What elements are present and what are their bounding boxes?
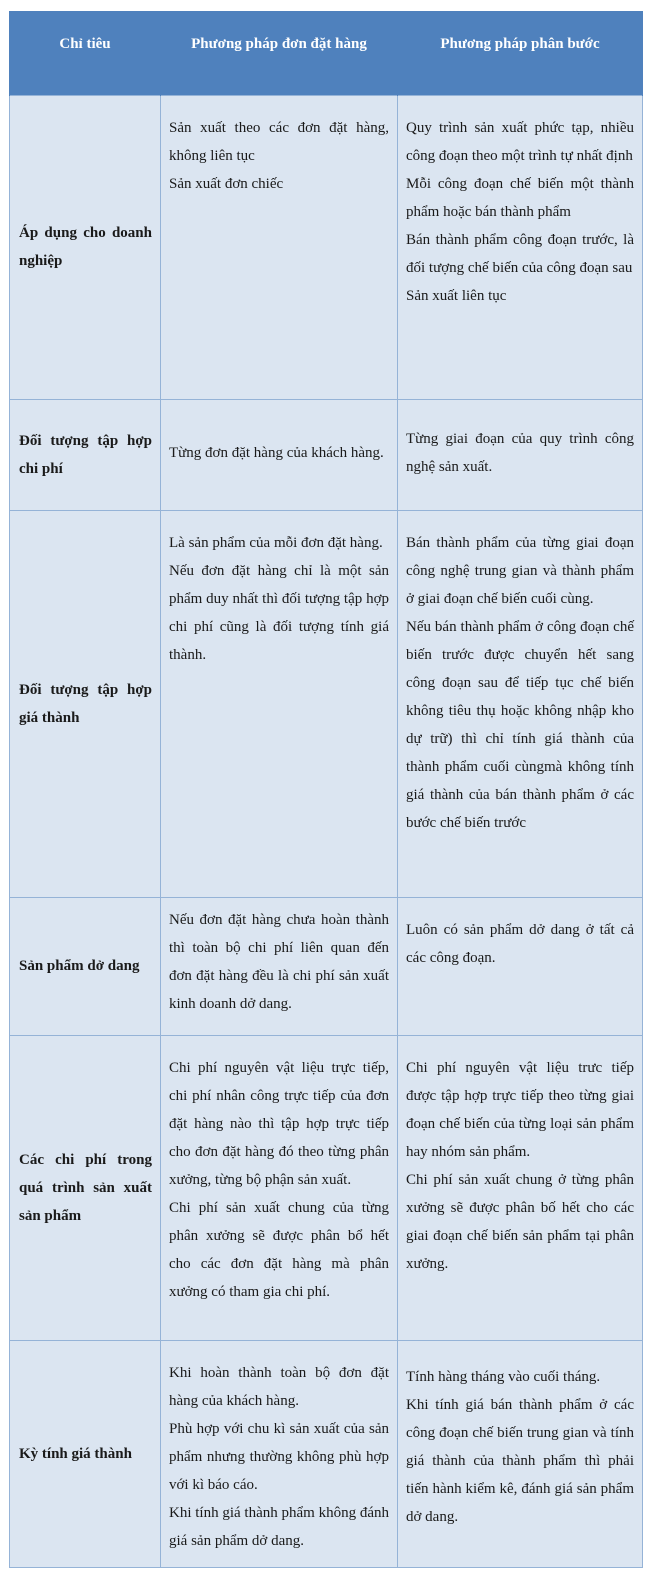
cell-line: Khi tính giá thành phẩm không đánh giá sản phẩm dở dang. bbox=[169, 1504, 389, 1549]
cell-line: Phù hợp với chu kì sản xuất của sản phẩm nhưng thường không phù hợp với kì báo cáo. bbox=[169, 1420, 389, 1493]
criterion-cell: Đối tượng tập hợp chi phí bbox=[10, 399, 161, 510]
step-method-cell bbox=[398, 897, 643, 1035]
cell-line: Mỗi công đoạn chế biến một thành phẩm hoặc bán thành phẩm bbox=[406, 175, 634, 220]
cell-line: Quy trình sản xuất phức tạp, nhiều công đoạn theo một trình tự nhất định bbox=[406, 119, 634, 164]
table-row bbox=[10, 510, 643, 897]
step-method-cell bbox=[398, 399, 643, 510]
cell-line: Tính hàng tháng vào cuối tháng. bbox=[406, 1368, 601, 1385]
table-row bbox=[10, 897, 643, 1035]
order-method-cell bbox=[161, 399, 398, 510]
cell-line: Nếu bán thành phẩm ở công đoạn chế biến trước được chuyển hết sang công đoạn sau để tiếp tục chế biến không tiêu thụ hoặc không nhập kho dự trữ) thì chỉ tính giá thành của thành phẩm cuối cùngmà không tính giá thành của bán thành phẩm ở các bước chế biến trước bbox=[406, 618, 634, 831]
cell-line: Sản xuất đơn chiếc bbox=[169, 175, 284, 192]
cell-line: Nếu đơn đặt hàng chỉ là một sản phẩm duy nhất thì đối tượng tập hợp chi phí cũng là đối tượng tính giá thành. bbox=[169, 562, 389, 663]
cell-line: Chi phí nguyên vật liệu trưc tiếp được tập hợp trực tiếp theo từng giai đoạn chế biến của từng loại sản phẩm hay nhóm sản phẩm. bbox=[406, 1059, 634, 1160]
order-method-cell bbox=[161, 1035, 398, 1340]
cell-line: Sản xuất liên tục bbox=[406, 287, 507, 304]
cell-line: Từng đơn đặt hàng của khách hàng. bbox=[169, 444, 384, 461]
cell-line: Bán thành phẩm công đoạn trước, là đối tượng chế biến của công đoạn sau bbox=[406, 231, 634, 276]
cell-line: Chi phí nguyên vật liệu trực tiếp, chi phí nhân công trực tiếp của đơn đặt hàng nào thì tập hợp trực tiếp cho đơn đặt hàng đó theo từng phân xưởng, từng bộ phận sản xuất. bbox=[169, 1059, 389, 1188]
step-method-cell bbox=[398, 1340, 643, 1567]
order-method-cell bbox=[161, 897, 398, 1035]
header-order-method: Phương pháp đơn đặt hàng bbox=[161, 11, 398, 95]
cell-line: Sản xuất theo các đơn đặt hàng, không liên tục bbox=[169, 119, 389, 164]
table-row bbox=[10, 95, 643, 399]
table-row bbox=[10, 399, 643, 510]
comparison-table bbox=[9, 11, 643, 1568]
table-row bbox=[10, 1340, 643, 1567]
order-method-cell bbox=[161, 95, 398, 399]
criterion-cell: Đối tượng tập hợp giá thành bbox=[10, 510, 161, 897]
cell-line: Khi tính giá bán thành phẩm ở các công đoạn chế biến trung gian và tính giá thành của thành phẩm thì phải tiến hành kiểm kê, đánh giá sản phẩm dở dang. bbox=[406, 1396, 634, 1525]
criterion-cell: Kỳ tính giá thành bbox=[10, 1340, 161, 1567]
order-method-cell bbox=[161, 510, 398, 897]
criterion-cell: Áp dụng cho doanh nghiệp bbox=[10, 95, 161, 399]
step-method-cell bbox=[398, 510, 643, 897]
cell-line: Bán thành phẩm của từng giai đoạn công nghệ trung gian và thành phẩm ở giai đoạn chế biến cuối cùng. bbox=[406, 534, 634, 607]
order-method-cell bbox=[161, 1340, 398, 1567]
header-step-method: Phương pháp phân bước bbox=[398, 11, 643, 95]
cell-line: Chi phí sản xuất chung ở từng phân xưởng sẽ được phân bố hết cho các giai đoạn chế biến sản phẩm tại phân xưởng. bbox=[406, 1171, 634, 1272]
cell-line: Từng giai đoạn của quy trình công nghệ sản xuất. bbox=[406, 430, 634, 475]
cell-line: Là sản phẩm của mỗi đơn đặt hàng. bbox=[169, 534, 383, 551]
cell-line: Khi hoàn thành toàn bộ đơn đặt hàng của khách hàng. bbox=[169, 1364, 389, 1409]
criterion-cell: Sản phẩm dở dang bbox=[10, 897, 161, 1035]
step-method-cell bbox=[398, 1035, 643, 1340]
cell-line: Nếu đơn đặt hàng chưa hoàn thành thì toàn bộ chi phí liên quan đến đơn đặt hàng đều là chi phí sản xuất kinh doanh dở dang. bbox=[169, 912, 389, 1012]
criterion-cell: Các chi phí trong quá trình sản xuất sản phẩm bbox=[10, 1035, 161, 1340]
step-method-cell bbox=[398, 95, 643, 399]
header-criterion: Chỉ tiêu bbox=[10, 11, 161, 95]
cell-line: Chi phí sản xuất chung của từng phân xưởng sẽ được phân bổ hết cho các đơn đặt hàng mà phân xưởng có tham gia chi phí. bbox=[169, 1199, 389, 1300]
cell-line: Luôn có sản phẩm dở dang ở tất cả các công đoạn. bbox=[406, 921, 634, 966]
table-header bbox=[10, 11, 643, 95]
table-row bbox=[10, 1035, 643, 1340]
